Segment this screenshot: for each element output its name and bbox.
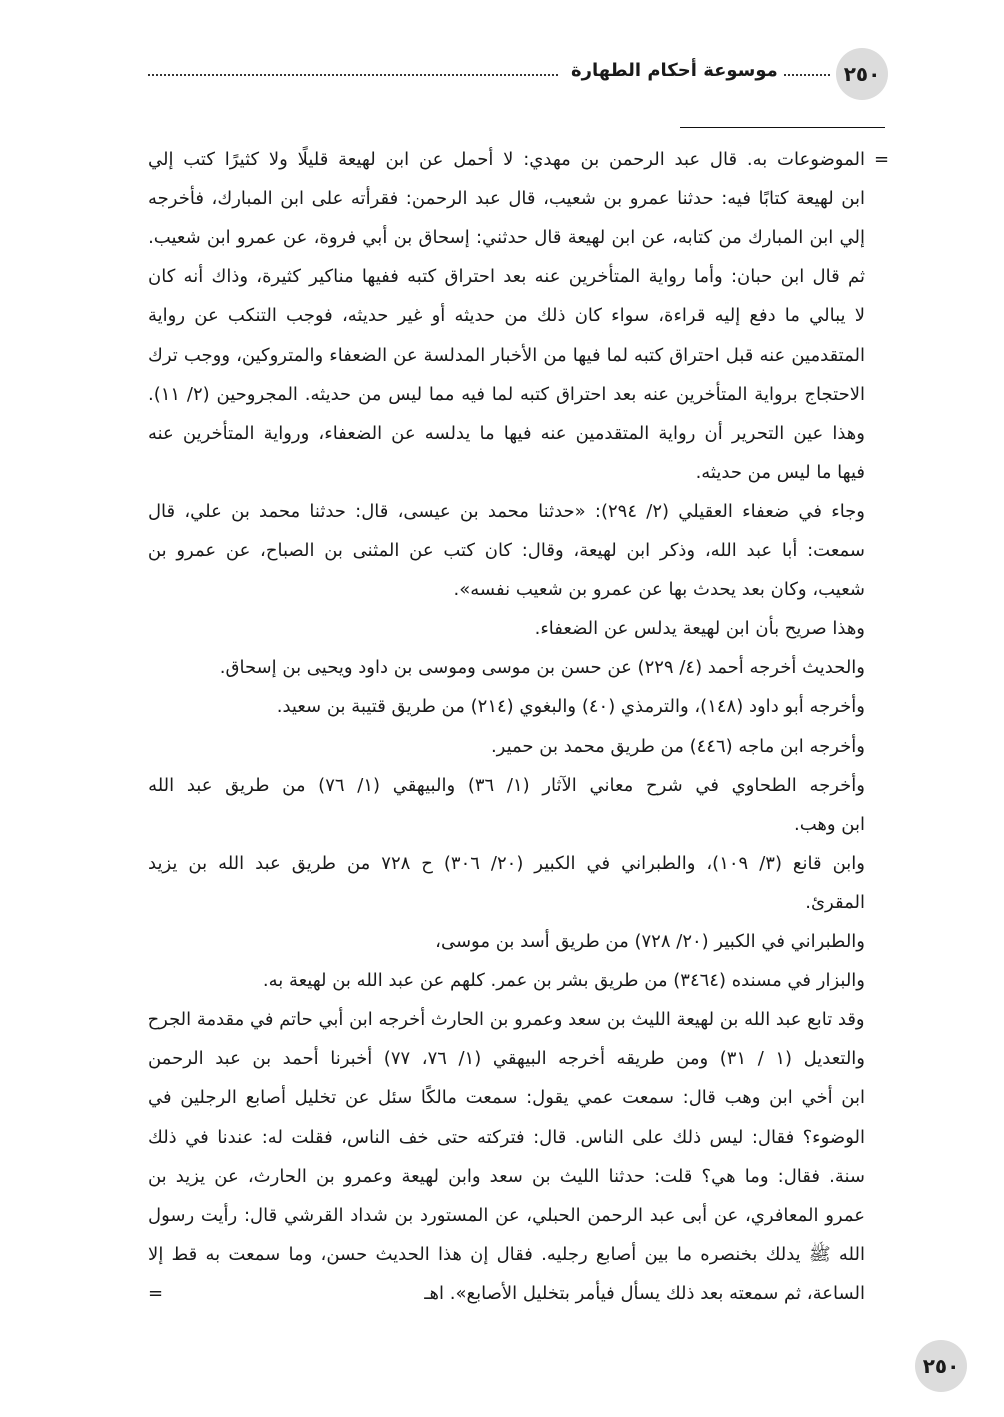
text-line: وأخرجه الطحاوي في شرح معاني الآثار (١/ ٣٦) والبيهقي (١/ ٧٦) من طريق عبد الله	[148, 774, 865, 796]
text-line: الله ﷺ يدلك بخنصره ما بين أصابع رجليه. فقال إن هذا الحديث حسن، وما سمعت به قط إلا	[148, 1243, 865, 1265]
text-line: المتقدمين عنه قبل احتراق كتبه لما فيها من الأخبار المدلسة عن الضعفاء والمتروكين، ووجب ترك	[147, 344, 865, 366]
text-line: الساعة، ثم سمعته بعد ذلك يسأل فيأمر بتخليل الأصابع». اهـ	[424, 1282, 865, 1304]
text-line: ابن لهيعة كتابًا فيه: حدثنا عمرو بن شعيب، قال عبد الرحمن: فقرأته على ابن المبارك، فأخرجه	[148, 188, 865, 210]
text-line: الموضوعات به. قال عبد الرحمن بن مهدي: لا أحمل عن ابن لهيعة قليلًا ولا كثيرًا كتب إلي	[147, 149, 865, 170]
continuation-mark-end: =	[148, 1282, 164, 1304]
text-line: لا يبالي ما دفع إليه قراءة، سواء كان ذلك من حديثه أو غير حديثه، فوجب التنكب عن رواية	[148, 305, 865, 327]
text-line: الاحتجاج برواية المتأخرين عنه بعد احتراق كتبه لما فيه مما ليس من حديثه. المجروحين (٢/ ١١).	[148, 383, 865, 405]
text-line: المقرئ.	[805, 891, 865, 913]
text-line: ثم قال ابن حبان: وأما رواية المتأخرين عنه بعد احتراق كتبه ففيها مناكير كثيرة، وذاك أنه كان	[148, 266, 865, 288]
header-dotted-leader-left	[148, 74, 558, 76]
text-line: عمرو المعافري، عن أبى عبد الرحمن الحبلي، عن المستورد بن شداد القرشي قال: رأيت رسول	[147, 1204, 865, 1226]
text-line: وأخرجه ابن ماجه (٤٤٦) من طريق محمد بن حمير.	[490, 735, 865, 757]
text-line: والبزار في مسنده (٣٤٦٤) من طريق بشر بن عمر. كلهم عن عبد الله بن لهيعة به.	[262, 970, 865, 992]
text-line: إلي ابن المبارك من كتابه، عن ابن لهيعة قال حدثني: إسحاق بن أبي فروة، عن عمرو ابن شعيب.	[148, 227, 865, 249]
footer-page-number: ٢٥٠	[915, 1340, 967, 1392]
text-line: والتعديل (١ / ٣١) ومن طريقه أخرجه البيهقي (١/ ٧٦، ٧٧) أخبرنا أحمد بن عبد الرحمن	[147, 1048, 865, 1070]
text-line: وجاء في ضعفاء العقيلي (٢/ ٢٩٤): «حدثنا محمد بن عيسى، قال: حدثنا محمد بن علي، قال	[147, 500, 865, 522]
text-line: وقد تابع عبد الله بن لهيعة الليث بن سعد وعمرو بن الحارث أخرجه ابن أبي حاتم في مقدمة الجرح	[147, 1009, 865, 1031]
footnote-separator	[680, 127, 885, 128]
book-title: موسوعة أحكام الطهارة	[565, 60, 784, 81]
text-line: وأخرجه أبو داود (١٤٨)، والترمذي (٤٠) والبغوي (٢١٤) من طريق قتيبة بن سعيد.	[276, 696, 865, 718]
text-line: والحديث أخرجه أحمد (٤/ ٢٢٩) عن حسن بن موسى وموسى بن داود ويحيى بن إسحاق.	[219, 657, 865, 679]
text-line: وهذا عين التحرير أن رواية المتقدمين عنه فيها ما يدلسه عن الضعفاء، ورواية المتأخرين عنه	[147, 422, 865, 444]
text-line: الوضوء؟ فقال: ليس ذلك على الناس. قال: فتركته حتى خف الناس، فقلت له: عندنا في ذلك	[148, 1126, 865, 1148]
text-line: والطبراني في الكبير (٢٠/ ٧٢٨) من طريق أسد بن موسى،	[435, 931, 865, 952]
text-line: سنة. فقال: وما هي؟ قلت: حدثنا الليث بن سعد وابن لهيعة وعمرو بن الحارث، عن يزيد بن	[147, 1165, 865, 1187]
text-line: ابن أخي ابن وهب قال: سمعت عمي يقول: سمعت مالكًا سئل عن تخليل أصابع الرجلين في	[148, 1087, 865, 1109]
page-number-badge: ٢٥٠	[836, 48, 888, 100]
text-line: ابن وهب.	[793, 813, 865, 835]
text-line: شعيب، وكان بعد يحدث بها عن عمرو بن شعيب نفسه».	[453, 579, 865, 601]
text-line: وهذا صريح بأن ابن لهيعة يدلس عن الضعفاء.	[534, 618, 865, 640]
text-line: وابن قانع (٣/ ١٠٩)، والطبراني في الكبير (٢٠/ ٣٠٦) ح ٧٢٨ من طريق عبد الله بن يزيد	[148, 852, 865, 874]
text-line: سمعت: أبا عبد الله، وذكر ابن لهيعة، وقال: كان كتب عن المثنى بن الصباح، عن عمرو بن	[147, 540, 865, 561]
continuation-mark-start: =	[874, 149, 890, 170]
text-line: فيها ما ليس من حديثه.	[695, 461, 865, 483]
